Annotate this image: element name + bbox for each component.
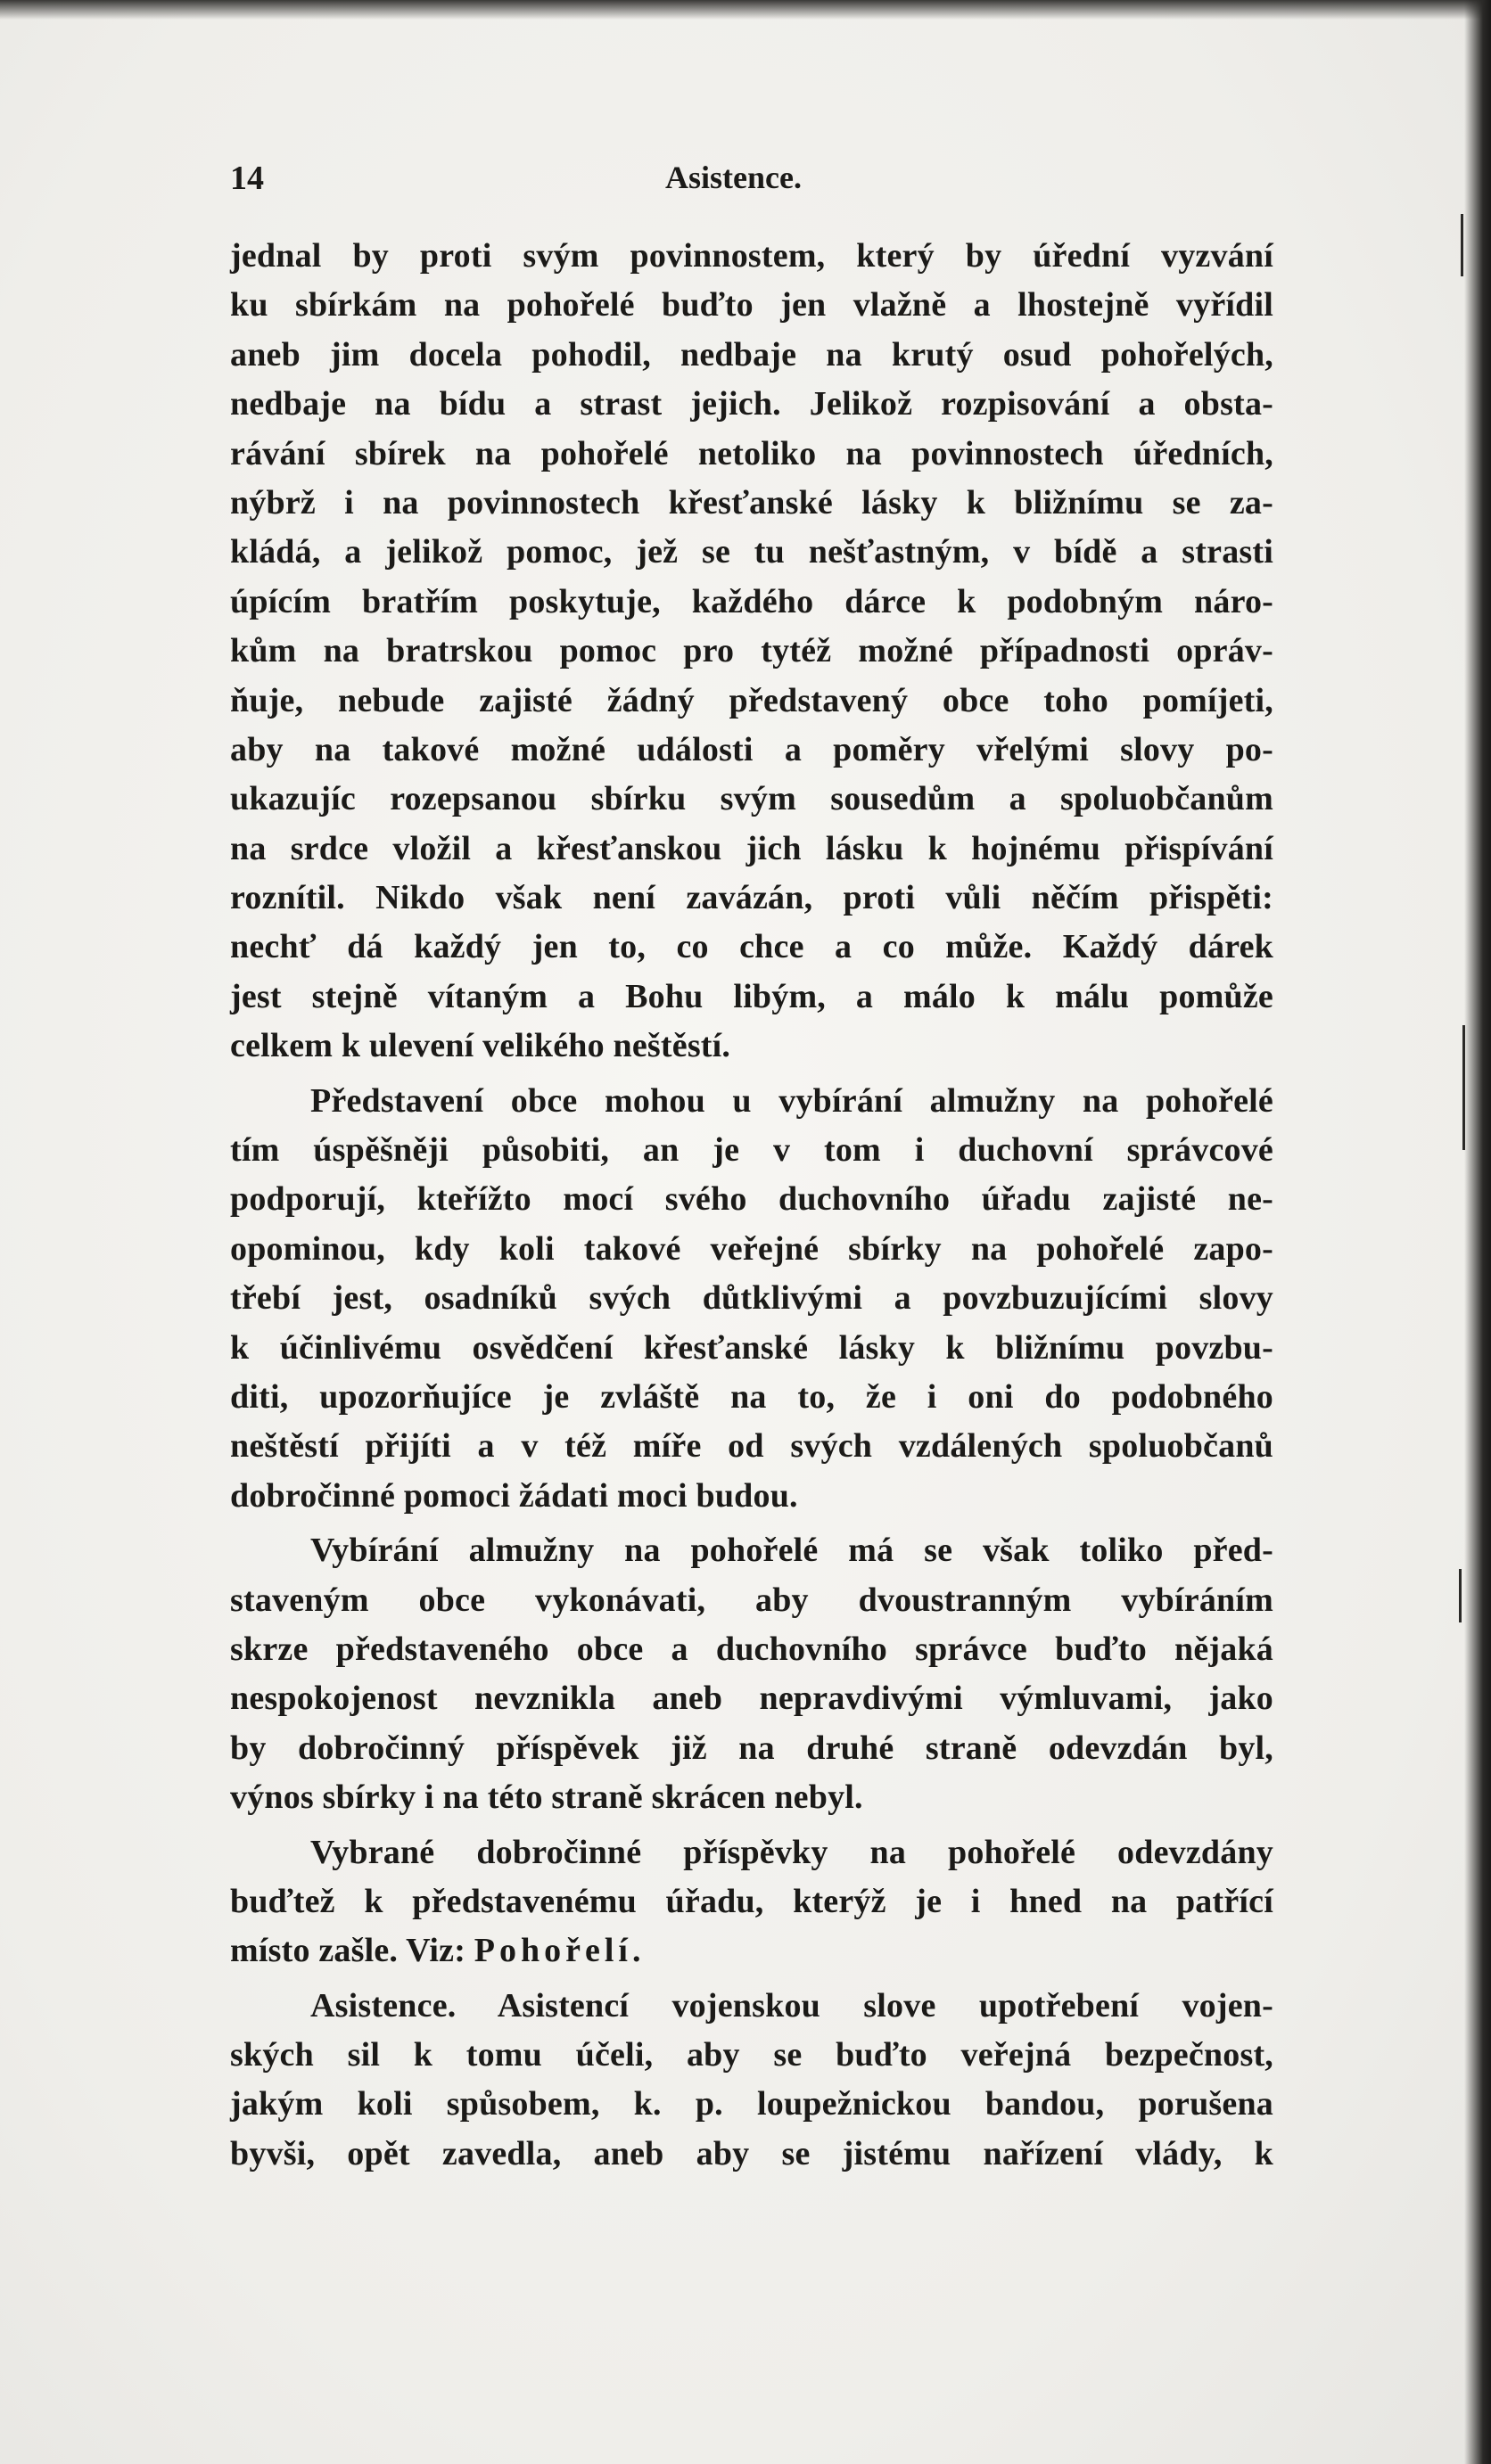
text-line: byvši, opět zavedla, aneb aby se jistému nařízení vlády, k [230,2134,1273,2172]
paragraph [230,1828,1273,1976]
text-line: podporují, kteřížto mocí svého duchovního úřadu zajisté ne- [230,1180,1273,1219]
edge-mark [1459,1569,1462,1622]
text-line: ku sbírkám na pohořelé buďto jen vlažně a lhostejně vyřídil [230,286,1273,324]
text-line: Představení obce mohou u vybírání almužny na pohořelé [310,1081,1273,1120]
text-line: třebí jest, osadníků svých důtklivými a povzbuzujícími slovy [230,1279,1273,1318]
entry-headword: Asistence. [310,1986,457,2025]
text-line: nýbrž i na povinnostech křesťanské lásky k bližnímu se za- [230,483,1273,522]
text-line: neštěstí přijíti a v též míře od svých vzdálených spoluobčanů [230,1427,1273,1466]
text-line [230,1926,1273,1975]
text-line: opominou, kdy koli takové veřejné sbírky na pohořelé zapo- [230,1229,1273,1268]
text-line: úpícím bratřím poskytuje, každého dárce k podobným náro- [230,582,1273,620]
text-line: jest stejně vítaným a Bohu libým, a málo k málu pomůže [230,977,1273,1015]
text-line: výnos sbírky i na této straně skrácen nebyl. [230,1778,863,1817]
page-right-edge [1464,0,1491,2464]
text-line: diti, upozorňujíce je zvláště na to, že i oni do podobného [230,1377,1273,1416]
edge-mark [1461,214,1463,276]
text-line: Vybrané dobročinné příspěvky na pohořelé odevzdány [310,1833,1273,1871]
text-line: aneb jim docela pohodil, nedbaje na krutý osud pohořelých, [230,335,1273,374]
text-line [230,1982,1273,2031]
text-line: celkem k ulevení velikého neštěstí. [230,1027,731,1065]
text-line: buďtež k představenému úřadu, kterýž je i hned na patřící [230,1882,1273,1920]
text-line: ských sil k tomu účeli, aby se buďto veřejná bezpečnost, [230,2036,1273,2074]
text-line: skrze představeného obce a duchovního správce buďto nějaká [230,1630,1273,1668]
page-number: 14 [230,160,264,197]
text-line: nedbaje na bídu a strast jejich. Jelikož rozpisování a obsta- [230,385,1273,423]
text-line-segment: Asistencí vojenskou slove upotřebení vojen- [497,1986,1273,2025]
text-line: kům na bratrskou pomoc pro tytéž možné případnosti opráv- [230,632,1273,670]
text-line-segment: místo zašle. Viz: [230,1932,466,1970]
page-header [230,159,1273,203]
text-line: nespokojenost nevznikla aneb nepravdivými výmluvami, jako [230,1680,1273,1718]
cross-reference: Pohořelí. [474,1932,646,1970]
paragraph [230,1526,1273,1822]
text-line: tím úspěšněji působiti, an je v tom i duchovní správcové [230,1131,1273,1170]
text-line: aby na takové možné události a poměry vřelými slovy po- [230,730,1273,768]
page-top-shadow [0,0,1491,20]
text-line: k účinlivému osvědčení křesťanské lásky k bližnímu povzbu- [230,1328,1273,1367]
text-line: roznítil. Nikdo však není zavázán, proti vůli něčím přispěti: [230,879,1273,917]
running-head: Asistence. [665,160,802,195]
paragraph [230,1077,1273,1522]
edge-mark [1462,1025,1465,1150]
text-line: ukazujíc rozepsanou sbírku svým sousedům a spoluobčanům [230,780,1273,818]
text-line: Vybírání almužny na pohořelé má se však toliko před- [310,1532,1273,1570]
text-line: kládá, a jelikož pomoc, jež se tu nešťastným, v bídě a strasti [230,533,1273,571]
body-text [230,232,1273,2179]
text-line: staveným obce vykonávati, aby dvoustranným vybíráním [230,1581,1273,1619]
text-line: by dobročinný příspěvek již na druhé straně odevzdán byl, [230,1729,1273,1767]
text-line: jednal by proti svým povinnostem, který by úřední vyzvání [230,237,1273,275]
text-line: na srdce vložil a křesťanskou jich lásku k hojnému přispívání [230,829,1273,867]
text-line: rávání sbírek na pohořelé netoliko na povinnostech úředních, [230,434,1273,472]
text-line: nechť dá každý jen to, co chce a co může. Každý dárek [230,928,1273,966]
paragraph [230,232,1273,1072]
text-line: ňuje, nebude zajisté žádný představený obce toho pomíjeti, [230,681,1273,719]
text-line: dobročinné pomoci žádati moci budou. [230,1476,798,1515]
dictionary-entry [230,1982,1273,2180]
text-line: jakým koli spůsobem, k. p. loupežnickou bandou, porušena [230,2085,1273,2123]
